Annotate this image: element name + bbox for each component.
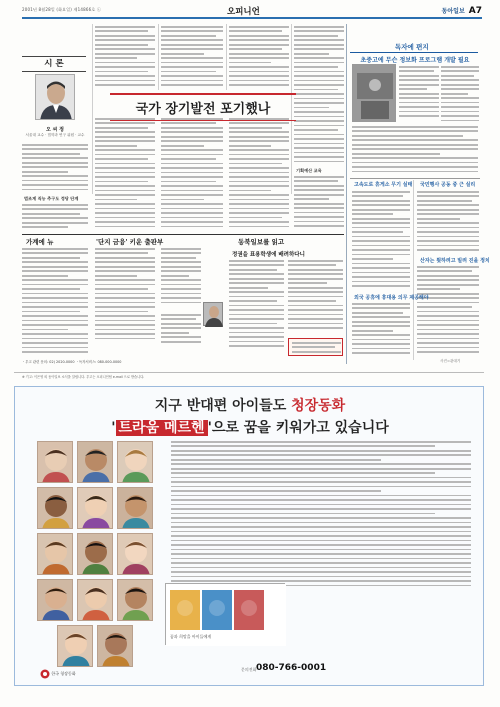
info-box-text [292,342,341,355]
section-heading: '단지 금융' 키운 출판부 [96,238,164,246]
ad-text [171,441,471,591]
column-rule [92,24,93,194]
child-image [118,442,153,483]
ad-brand [40,669,110,679]
ad-phone-number[interactable]: 080-766-0001 [256,663,327,673]
column-rule [413,180,414,360]
article-text [95,248,155,344]
section-heading: 동북일보를 읽고 [238,238,285,246]
subhead: 법조계 직능 추구도 정당 단계 [24,196,79,201]
child-photo [77,441,113,483]
photo-credit: 사진=관대기 [440,359,461,363]
child-photo [37,487,73,529]
child-image [98,626,133,667]
subhead: 기획예산 교육 [296,168,322,173]
article-text [229,260,284,356]
child-image [78,488,113,529]
portrait-image [36,75,75,120]
ad-phone-label: 문의전화 [241,667,257,672]
paper-name [442,6,482,16]
ad-headline-1-em: 청장동화 [291,398,346,414]
article-text [229,26,289,90]
article-text [22,248,88,356]
article-text [95,26,155,90]
letters-heading: 국민행사 공동 중 근 실리 [420,182,476,188]
bottom-info: ㆍ투고 관련 문의: 02) 2020-0000 ㆍ독자서비스: 080-000-0000 [22,360,122,364]
child-image [78,580,113,621]
child-photo [37,533,73,575]
letters-text [352,126,478,176]
child-photo [77,533,113,575]
child-photo [37,441,73,483]
child-image [118,488,153,529]
children-photo-grid [37,441,155,663]
child-photo [57,625,93,667]
article-text [294,176,344,232]
main-headline: 국가 장기발전 포기했나 [110,93,296,121]
paper-label: 동아일보 [441,8,465,15]
child-photo [77,579,113,621]
masthead [22,5,482,19]
letters-text [417,266,479,358]
ad-headline-2 [15,417,485,437]
ad-brand-name: 한국 청장동화 [51,671,76,676]
article-text [161,248,201,308]
child-image [78,442,113,483]
child-photo [37,579,73,621]
child-photo [117,441,153,483]
child-image [38,442,73,483]
writer-affiliation: 서울대 교수 · 법학과 연구 위원 · 교수 [25,133,85,137]
date-line: 2001년 8월28일 (화요일) 제14866호 ㉡ [22,7,102,12]
section-title: 오피니언 [227,7,260,17]
section-heading: 정권을 표용학생에 배려하다니 [232,252,305,258]
child-image [118,534,153,575]
letters-heading: 외국 공휴에 휴대용 의무 제공해야 [354,295,429,301]
ad-card-caption: 꿈과 희망을 아이들에게 [170,634,212,639]
article-text [288,260,343,336]
letters-title: 초중고에 무슨 정보화 프로그램 개발 필요 [360,57,470,64]
child-image [38,534,73,575]
letters-heading: 고속도로 휴게소 무기 실태 [354,182,413,188]
article-text [22,144,88,194]
article-text [22,204,88,232]
info-box [288,338,343,356]
letters-text [352,191,410,291]
child-image [38,488,73,529]
article-text [229,118,289,232]
ad-headline-2-post: '으로 꿈을 키워가고 있습니다 [207,420,389,436]
ad-headline-1 [15,395,485,415]
advertisement [14,386,484,686]
ad-book-card [165,583,285,645]
writer-portrait [35,74,75,120]
letters-text [417,191,479,255]
child-photo [117,579,153,621]
child-image [58,626,93,667]
ad-headline-2-pre: ' [111,420,116,436]
ad-divider [14,372,484,373]
writer-name: 오 씨 정 [46,127,64,133]
child-image [38,580,73,621]
brand-logo-icon [40,669,50,679]
reporter-image [204,303,224,327]
letters-label: 독자에 편지 [395,43,429,51]
letters-heading: 산자는 뭣하려고 빌려 진을 정치 [420,258,490,264]
child-photo [117,533,153,575]
section-heading: 가계에 뉴 [26,238,54,246]
child-photo [77,487,113,529]
letters-text [441,66,479,126]
article-text [294,26,344,166]
child-photo [117,487,153,529]
article-text [161,118,223,232]
child-image [78,534,113,575]
column-label: 시 론 [22,56,86,72]
ad-headline-1-text: 지구 반대편 아이들도 [154,398,292,414]
reporter-photo [203,302,223,326]
column-rule [226,24,227,90]
page-number: A7 [468,6,482,16]
letters-text [399,66,439,122]
footer-note: ※ 기고: 이은영 외 동아일보 소식을 알립니다. 투고는 오피니언팀 e-mail 으로 받습니다. [22,375,145,379]
letters-header [350,41,478,53]
section-divider [350,178,480,179]
ad-headline-2-em: 트라움 메르헨 [116,420,208,436]
section-divider [22,234,344,235]
letters-photo [352,64,396,122]
article-text [161,26,223,90]
article-text [95,118,155,232]
writer-info [24,126,86,138]
letters-image [353,65,396,122]
column-rule [158,24,159,90]
child-photo [97,625,133,667]
child-image [118,580,153,621]
article-text [161,314,201,346]
letters-text [352,303,410,358]
column-rule [346,24,347,364]
